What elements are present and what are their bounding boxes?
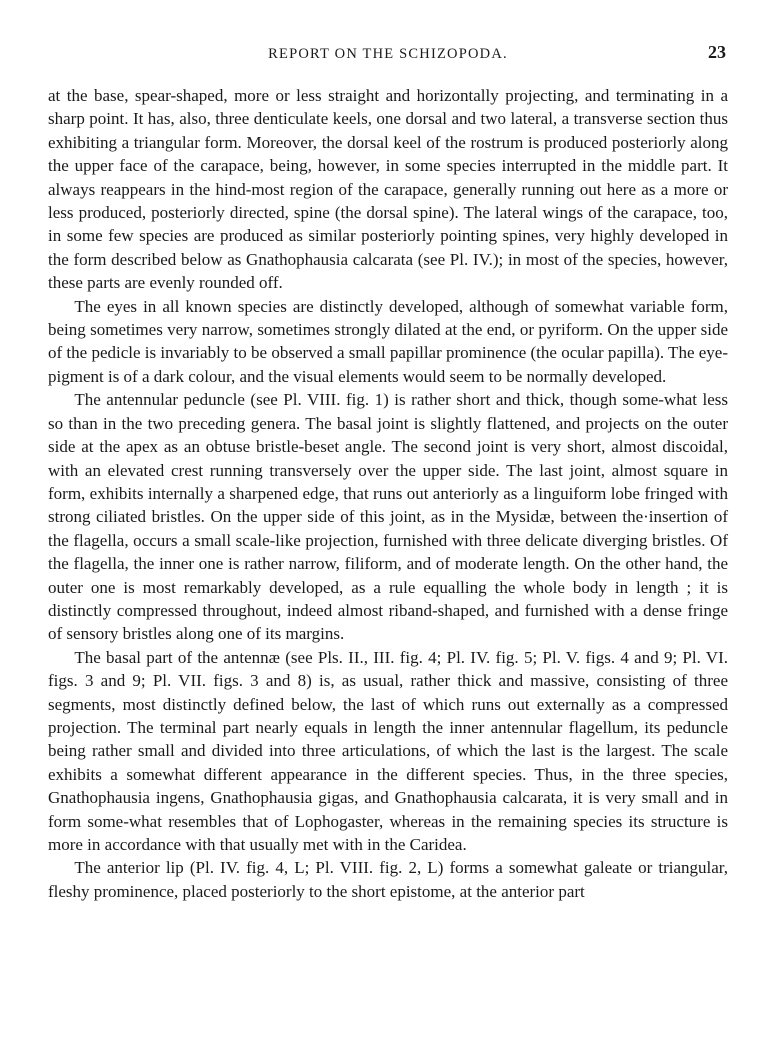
paragraph-antennular-peduncle: The antennular peduncle (see Pl. VIII. fig. 1) is rather short and thick, though some-what less so than in the two preceding genera. The basal joint is slightly flattened, and projects on the outer side at the apex as an obtuse bristle-beset angle. The second joint is very short, almost discoidal, with an elevated crest running transversely over the upper side. The last joint, almost square in form, exhibits internally a sharpened edge, that runs out anteriorly as a linguiform lobe fringed with strong ciliated bristles. On the upper side of this joint, as in the Mysidæ, between the·insertion of the flagella, occurs a small scale-like projection, furnished with three delicate diverging bristles. Of the flagella, the inner one is rather narrow, filiform, and of moderate length. On the other hand, the outer one is most remarkably developed, as a rule equalling the whole body in length ; it is distinctly compressed throughout, indeed almost riband-shaped, and furnished with a dense fringe of sensory bristles along one of its margins.: [48, 390, 728, 644]
paragraph-rostrum: at the base, spear-shaped, more or less straight and horizontally projecting, and terminating in a sharp point. It has, also, three denticulate keels, one dorsal and two lateral, a transverse section thus exhibiting a triangular form. Moreover, the dorsal keel of the rostrum is produced posteriorly along the upper face of the carapace, being, however, in some species interrupted in the middle part. It always reappears in the hind-most region of the carapace, generally running out here as a more or less produced, posteriorly directed, spine (the dorsal spine). The lateral wings of the carapace, too, in some few species are produced as similar posteriorly pointing spines, very highly developed in the form described below as Gnathophausia calcarata (see Pl. IV.); in most of the species, however, these parts are evenly rounded off.: [48, 86, 728, 293]
paragraph-eyes: The eyes in all known species are distinctly developed, although of somewhat variable form, being sometimes very narrow, sometimes strongly dilated at the end, or pyriform. On the upper side of the pedicle is invariably to be observed a small papillar prominence (the ocular papilla). The eye-pigment is of a dark colour, and the visual elements would seem to be normally developed.: [48, 296, 728, 386]
page-number: 23: [708, 42, 726, 62]
body-text: [48, 84, 728, 903]
paragraph-anterior-lip: The anterior lip (Pl. IV. fig. 4, L; Pl. VIII. fig. 2, L) forms a somewhat galeate or triangular, fleshy prominence, placed posteriorly to the short epistome, at the anterior part: [48, 858, 728, 901]
running-head: REPORT ON THE SCHIZOPODA.: [268, 46, 508, 62]
page-header: [48, 42, 728, 66]
paragraph-antennae: The basal part of the antennæ (see Pls. II., III. fig. 4; Pl. IV. fig. 5; Pl. V. figs. 4 and 9; Pl. VI. figs. 3 and 9; Pl. VII. figs. 3 and 8) is, as usual, rather thick and massive, consisting of three segments, most distinctly defined below, the last of which runs out externally as a compressed projection. The terminal part nearly equals in length the inner antennular flagellum, its peduncle being rather small and divided into three articulations, of which the last is the largest. The scale exhibits a somewhat different appearance in the different species. Thus, in the three species, Gnathophausia ingens, Gnathophausia gigas, and Gnathophausia calcarata, it is very small and in form some-what resembles that of Lophogaster, whereas in the remaining species its structure is more in accordance with that usually met with in the Caridea.: [48, 647, 728, 854]
